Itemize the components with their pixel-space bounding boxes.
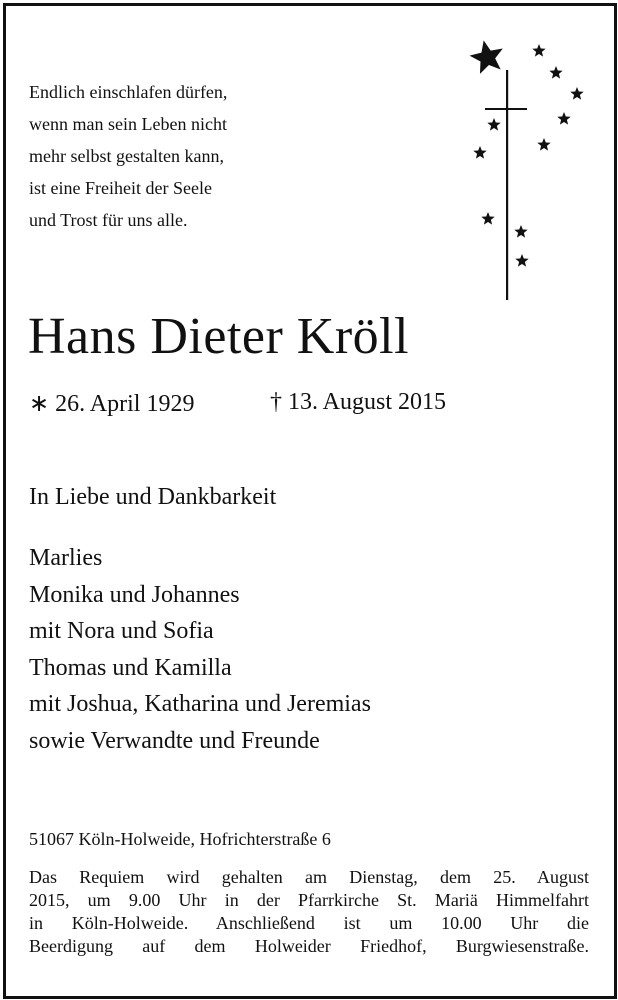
notice-line: in Köln-Holweide. Anschließend ist um 10.00 Uhr die bbox=[29, 913, 589, 933]
star-icon bbox=[515, 254, 528, 267]
poem-line: ist eine Freiheit der Seele bbox=[29, 178, 212, 198]
star-icon bbox=[549, 66, 562, 79]
family-line: sowie Verwandte und Freunde bbox=[29, 727, 320, 754]
family-line: Thomas und Kamilla bbox=[29, 654, 232, 681]
star-icon bbox=[532, 44, 545, 57]
star-icon bbox=[473, 146, 486, 159]
family-line: mit Nora und Sofia bbox=[29, 618, 214, 644]
cross-icon bbox=[485, 70, 527, 300]
address: 51067 Köln-Holweide, Hofrichterstraße 6 bbox=[29, 829, 331, 849]
star-icon bbox=[467, 37, 507, 75]
poem-line: Endlich einschlafen dürfen, bbox=[29, 82, 228, 102]
service-notice bbox=[29, 866, 589, 958]
star-icon bbox=[557, 112, 570, 125]
life-dates bbox=[29, 389, 447, 418]
poem-line: mehr selbst gestalten kann, bbox=[29, 146, 224, 166]
family-line: Monika und Johannes bbox=[29, 581, 240, 608]
star-icon bbox=[570, 87, 583, 100]
death-date: † 13. August 2015 bbox=[270, 389, 447, 415]
family-line: Marlies bbox=[29, 545, 103, 571]
star-icon bbox=[537, 138, 550, 151]
star-icon bbox=[514, 225, 527, 238]
family-line: mit Joshua, Katharina und Jeremias bbox=[29, 691, 371, 717]
poem-line: wenn man sein Leben nicht bbox=[29, 114, 227, 134]
notice-line: Beerdigung auf dem Holweider Friedhof, Burgwiesenstraße. bbox=[29, 936, 589, 956]
deceased-name: Hans Dieter Kröll bbox=[28, 308, 410, 365]
notice-line: Das Requiem wird gehalten am Dienstag, dem 25. August bbox=[29, 867, 589, 887]
family-list bbox=[29, 540, 371, 759]
poem-line: und Trost für uns alle. bbox=[29, 210, 188, 230]
star-icon bbox=[481, 212, 494, 225]
notice-line: 2015, um 9.00 Uhr in der Pfarrkirche St. Mariä Himmelfahrt bbox=[29, 890, 589, 910]
birth-date: ∗ 26. April 1929 bbox=[29, 391, 195, 417]
dedication: In Liebe und Dankbarkeit bbox=[29, 484, 277, 510]
cross-and-stars-decoration bbox=[450, 20, 600, 310]
star-icon bbox=[487, 118, 500, 131]
poem bbox=[29, 76, 227, 236]
